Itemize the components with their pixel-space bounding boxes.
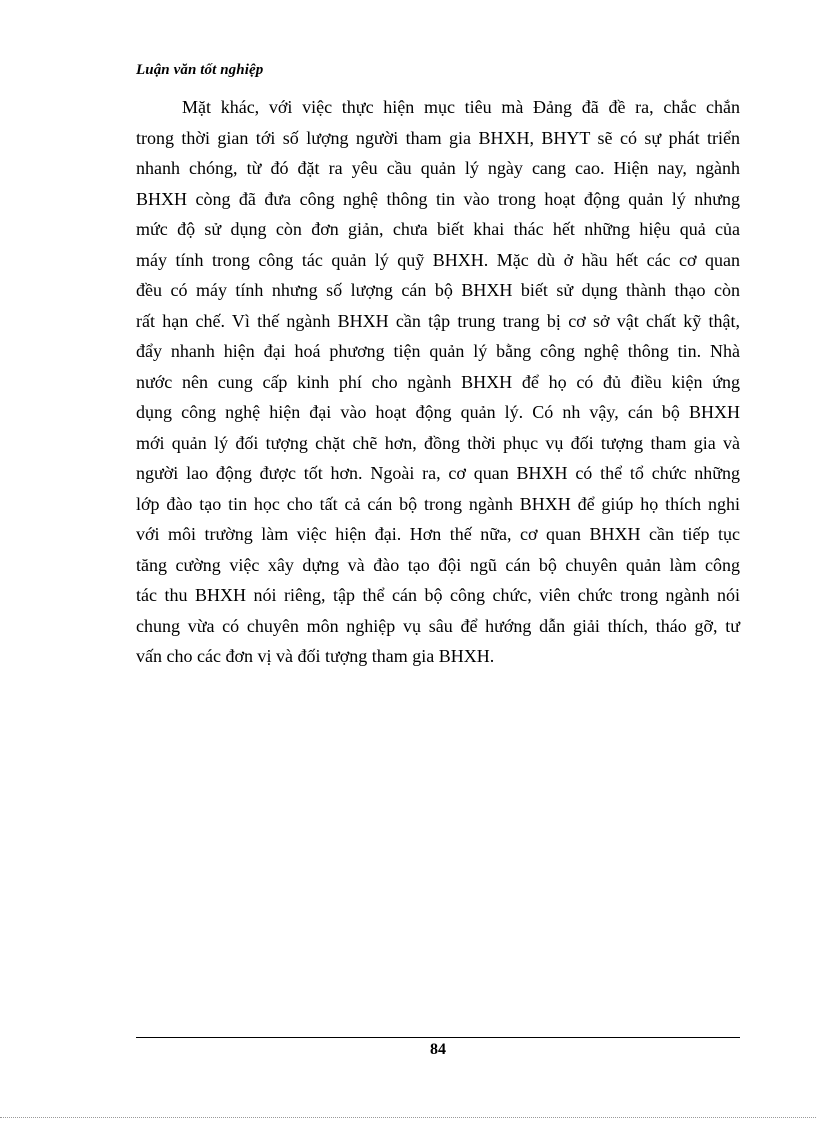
paragraph-line: vấn cho các đơn vị và đối tượng tham gia BHXH. <box>136 646 495 666</box>
paragraph-line: nhanh chóng, từ đó đặt ra yêu cầu quản lý ngày cang cao. Hiện nay, ngành <box>136 158 740 178</box>
page-number: 84 <box>430 1041 446 1058</box>
page-edge-dotted-line <box>0 1117 816 1118</box>
running-header: Luận văn tốt nghiệp <box>136 62 264 78</box>
paragraph-line: BHXH còng đã đưa công nghệ thông tin vào trong hoạt động quản lý nhưng <box>136 188 740 209</box>
paragraph-line: tăng cường việc xây dựng và đào tạo đội ngũ cán bộ chuyên quản làm công <box>136 554 740 575</box>
paragraph-line: lớp đào tạo tin học cho tất cả cán bộ trong ngành BHXH để giúp họ thích nghi <box>136 493 740 514</box>
paragraph-line: tác thu BHXH nói riêng, tập thể cán bộ công chức, viên chức trong ngành nói <box>136 585 740 605</box>
paragraph-line: rất hạn chế. Vì thế ngành BHXH cần tập trung trang bị cơ sở vật chất kỹ thật, <box>136 310 740 331</box>
paragraph-line: mới quản lý đối tượng chặt chẽ hơn, đồng thời phục vụ đối tượng tham gia và <box>136 432 740 453</box>
paragraph-line: với môi trường làm việc hiện đại. Hơn thế nữa, cơ quan BHXH cần tiếp tục <box>136 524 740 544</box>
paragraph-line: Mặt khác, với việc thực hiện mục tiêu mà Đảng đã đề ra, chắc chắn <box>182 97 740 117</box>
paragraph-line: dụng công nghệ hiện đại vào hoạt động quản lý. Có nh vậy, cán bộ BHXH <box>136 402 740 422</box>
paragraph-line: nước nên cung cấp kinh phí cho ngành BHXH để họ có đủ điều kiện ứng <box>136 371 740 392</box>
footer-divider <box>136 1037 740 1038</box>
paragraph-line: đẩy nhanh hiện đại hoá phương tiện quản lý bằng công nghệ thông tin. Nhà <box>136 341 740 361</box>
paragraph-line: người lao động được tốt hơn. Ngoài ra, cơ quan BHXH có thể tổ chức những <box>136 463 740 483</box>
paragraph-line: mức độ sử dụng còn đơn giản, chưa biết khai thác hết những hiệu quả của <box>136 219 740 239</box>
body-paragraph <box>136 92 740 672</box>
paragraph-line: đều có máy tính nhưng số lượng cán bộ BHXH biết sử dụng thành thạo còn <box>136 280 740 300</box>
paragraph-line: trong thời gian tới số lượng người tham gia BHXH, BHYT sẽ có sự phát triển <box>136 127 740 148</box>
paragraph-line: chung vừa có chuyên môn nghiệp vụ sâu để hướng dẫn giải thích, tháo gỡ, tư <box>136 615 740 636</box>
paragraph-line: máy tính trong công tác quản lý quỹ BHXH. Mặc dù ở hầu hết các cơ quan <box>136 249 740 270</box>
